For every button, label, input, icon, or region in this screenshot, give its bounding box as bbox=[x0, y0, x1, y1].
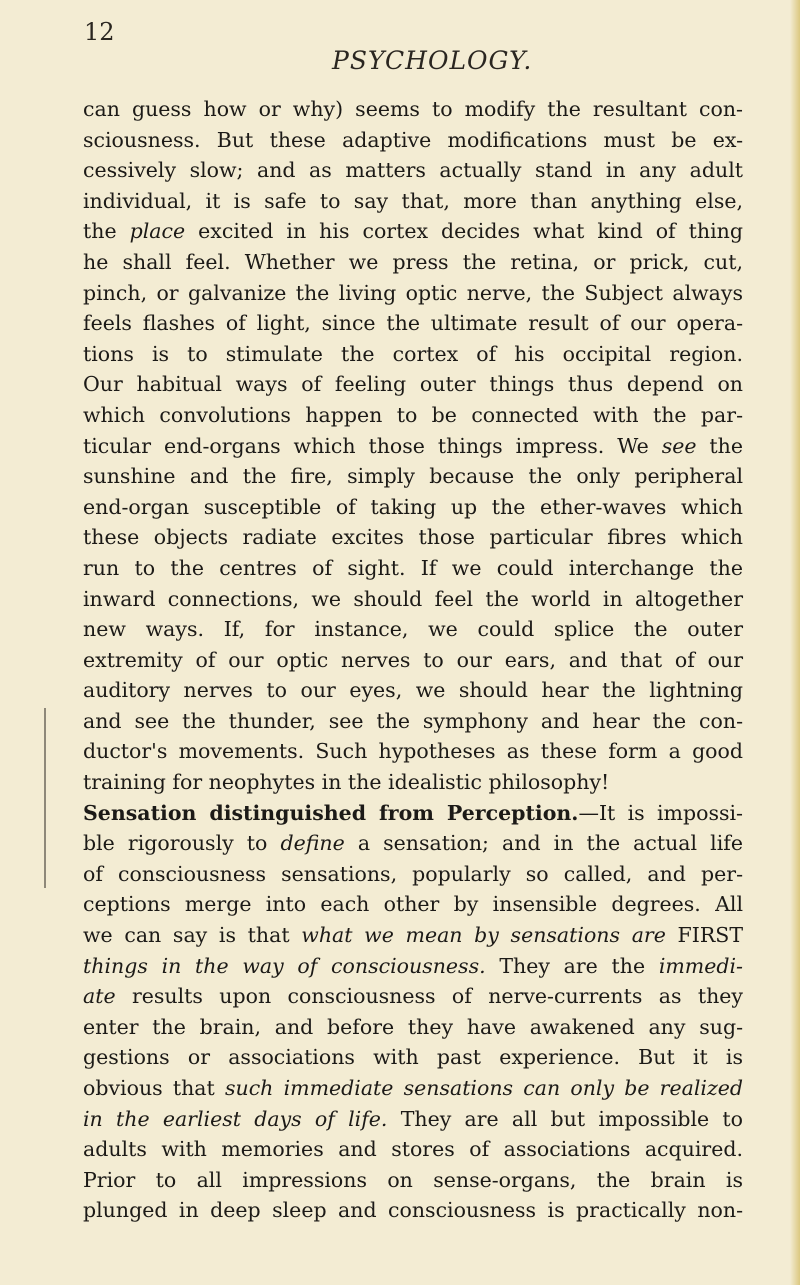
text-line: individual, it is safe to say that, more than anything else, bbox=[83, 188, 743, 213]
text-line: Prior to all impressions on sense-organs, the brain is bbox=[83, 1167, 743, 1192]
text-line: tions is to stimulate the cortex of his occipital region. bbox=[83, 341, 743, 366]
text-line: sunshine and the fire, simply because the only peripheral bbox=[83, 464, 743, 489]
text-line: adults with memories and stores of associations acquired. bbox=[83, 1137, 743, 1162]
text-line: he shall feel. Whether we press the retina, or prick, cut, bbox=[83, 249, 743, 274]
text-line: of consciousness sensations, popularly so called, and per- bbox=[83, 861, 743, 886]
text-line: Sensation distinguished from Perception.—It is impossi- bbox=[83, 800, 743, 825]
text-line: plunged in deep sleep and consciousness is practically non- bbox=[83, 1198, 743, 1223]
text-line: things in the way of consciousness. They are the immedi- bbox=[83, 953, 743, 978]
text-line: training for neophytes in the idealistic philosophy! bbox=[83, 770, 610, 795]
text-line: ble rigorously to define a sensation; and in the actual life bbox=[83, 831, 743, 856]
text-line: the place excited in his cortex decides what kind of thing bbox=[83, 219, 743, 244]
text-line: inward connections, we should feel the world in altogether bbox=[83, 586, 743, 611]
text-line: new ways. If, for instance, we could splice the outer bbox=[83, 617, 743, 642]
text-line: Our habitual ways of feeling outer things thus depend on bbox=[83, 372, 743, 397]
text-line: ticular end-organs which those things impress. We see the bbox=[83, 433, 744, 458]
text-line: extremity of our optic nerves to our ears, and that of our bbox=[83, 647, 743, 672]
text-line: we can say is that what we mean by sensations are FIRST bbox=[83, 923, 743, 948]
text-line: can guess how or why) seems to modify the resultant con- bbox=[83, 97, 743, 121]
text-line: end-organ susceptible of taking up the ether-waves which bbox=[83, 494, 743, 519]
text-line: ceptions merge into each other by insensible degrees. All bbox=[83, 892, 743, 917]
text-line: pinch, or galvanize the living optic nerve, the Subject always bbox=[83, 280, 743, 305]
text-line: cessively slow; and as matters actually stand in any adult bbox=[83, 158, 743, 183]
text-line: obvious that such immediate sensations can only be realized bbox=[83, 1076, 743, 1100]
text-line: run to the centres of sight. If we could interchange the bbox=[83, 555, 743, 580]
text-line: auditory nerves to our eyes, we should hear the lightning bbox=[83, 678, 743, 703]
page-edge bbox=[790, 0, 800, 1285]
body-text bbox=[83, 94, 743, 1226]
text-line: and see the thunder, see the symphony and hear the con- bbox=[83, 708, 743, 733]
text-line: ate results upon consciousness of nerve-currents as they bbox=[83, 984, 743, 1009]
text-line: gestions or associations with past experience. But it is bbox=[83, 1045, 743, 1070]
running-head: PSYCHOLOGY. bbox=[332, 46, 533, 75]
margin-mark bbox=[44, 708, 46, 888]
text-line: in the earliest days of life. They are all but impossible to bbox=[83, 1106, 744, 1131]
text-line: feels flashes of light, since the ultimate result of our opera- bbox=[83, 311, 743, 336]
text-line: these objects radiate excites those particular fibres which bbox=[83, 525, 743, 550]
page-number: 12 bbox=[84, 18, 115, 46]
text-line: sciousness. But these adaptive modifications must be ex- bbox=[83, 127, 743, 152]
text-line: enter the brain, and before they have awakened any sug- bbox=[83, 1014, 743, 1039]
text-line: which convolutions happen to be connected with the par- bbox=[83, 402, 743, 427]
text-line: ductor's movements. Such hypotheses as these form a good bbox=[83, 739, 743, 764]
